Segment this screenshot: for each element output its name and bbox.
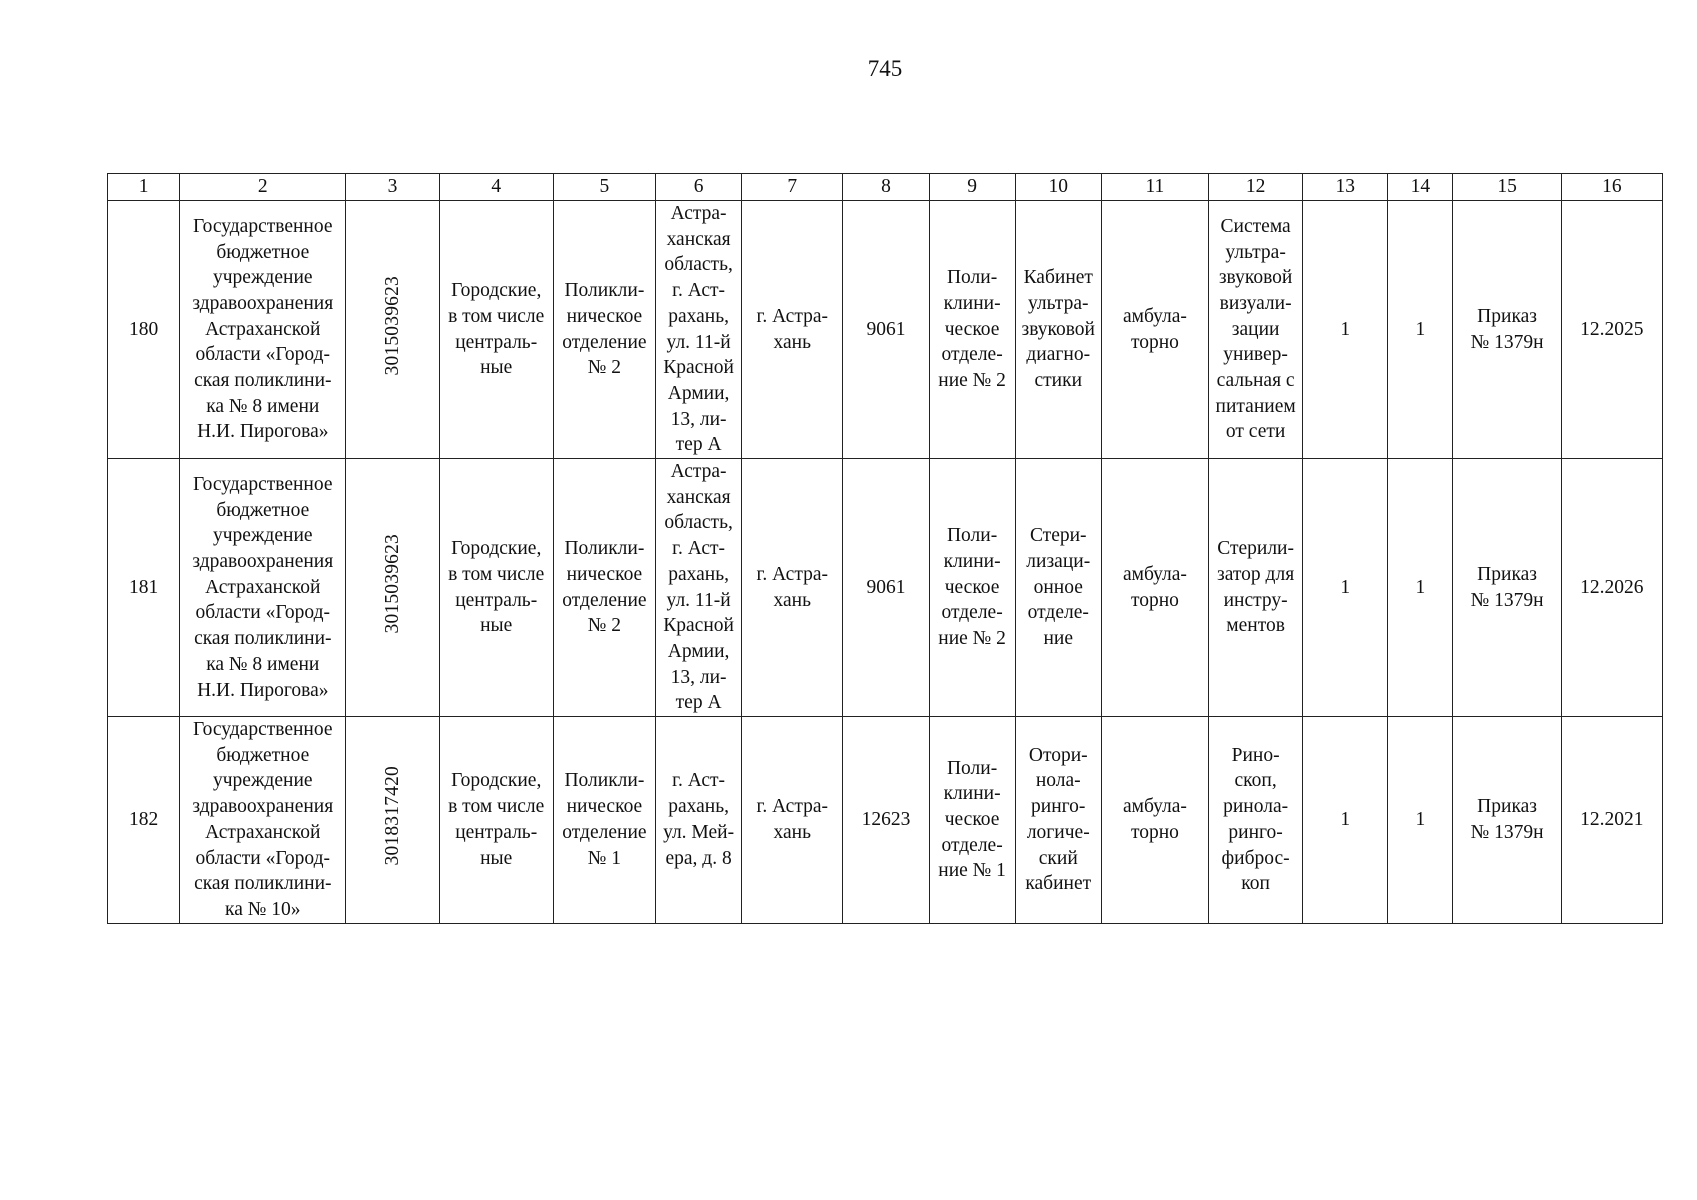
care-mode: амбула- торно (1122, 305, 1187, 353)
column-number: 6 (656, 174, 742, 201)
column-number: 2 (180, 174, 346, 201)
room: Стери- лизаци- онное отделе- ние (1026, 525, 1091, 650)
column-number: 15 (1453, 174, 1561, 201)
address-cell (656, 717, 742, 924)
inn-cell (346, 459, 439, 717)
column-number: 14 (1388, 174, 1453, 201)
equipment: Система ультра- звуковой визуали- зации универ- сальная с питанием от сети (1215, 215, 1296, 443)
care-mode-cell (1101, 201, 1208, 459)
date-cell (1561, 717, 1662, 924)
unit-name: Поликли- ническое отделение № 2 (562, 538, 647, 637)
institution-cell (180, 459, 346, 717)
inn-cell (346, 201, 439, 459)
table-row (108, 201, 1663, 459)
settlement-type: Городские, в том числе централь- ные (448, 770, 545, 869)
address-cell (656, 459, 742, 717)
code-cell (843, 459, 929, 717)
row-number-cell (108, 459, 180, 717)
department: Поли- клини- ческое отделе- ние № 1 (938, 757, 1006, 882)
table-row (108, 459, 1663, 717)
settlement-type: Городские, в том числе централь- ные (448, 280, 545, 379)
order-reference: Приказ № 1379н (1470, 563, 1544, 611)
care-mode-cell (1101, 717, 1208, 924)
settlement-type-cell (439, 459, 553, 717)
code-cell (843, 201, 929, 459)
address: Астра- ханская область, г. Аст- рахань, ул. 11-й Красной Армии, 13, ли- тер А (663, 203, 734, 456)
quantity-cell (1388, 717, 1453, 924)
unit-name: Поликли- ническое отделение № 1 (562, 770, 647, 869)
department-cell (929, 201, 1015, 459)
unit-cell (553, 201, 655, 459)
quantity-cell (1303, 717, 1388, 924)
city: г. Астра- хань (756, 796, 828, 843)
inn-cell (346, 717, 439, 924)
column-number: 8 (843, 174, 929, 201)
institution-name: Государственное бюджетное учреждение здравоохранения Астраханской области «Город- ская поликлини- ка № 8 имени Н.И. Пирогова» (192, 473, 334, 701)
settlement-type-cell (439, 717, 553, 924)
city: г. Астра- хань (756, 563, 828, 611)
department-cell (929, 459, 1015, 717)
unit-cell (553, 717, 655, 924)
column-number: 4 (439, 174, 553, 201)
row-number: 182 (128, 809, 159, 831)
code: 12623 (861, 809, 911, 831)
date-cell (1561, 459, 1662, 717)
institution-name: Государственное бюджетное учреждение здравоохранения Астраханской области «Город- ская поликлини- ка № 8 имени Н.И. Пирогова» (192, 215, 334, 443)
inn-value: 3015039623 (381, 275, 403, 376)
inn-value: 3015039623 (381, 533, 403, 634)
order-reference: Приказ № 1379н (1470, 796, 1544, 843)
code-cell (843, 717, 929, 924)
address: г. Аст- рахань, ул. Мей- ера, д. 8 (663, 770, 735, 869)
row-number-cell (108, 201, 180, 459)
column-number: 12 (1209, 174, 1303, 201)
quantity: 1 (1340, 318, 1351, 340)
date-cell (1561, 201, 1662, 459)
city-cell (742, 459, 843, 717)
equipment-cell (1209, 201, 1303, 459)
order-cell (1453, 717, 1561, 924)
quantity: 1 (1415, 576, 1426, 598)
column-number: 13 (1303, 174, 1388, 201)
order-cell (1453, 201, 1561, 459)
settlement-type: Городские, в том числе централь- ные (448, 538, 545, 637)
code: 9061 (866, 576, 906, 598)
quantity: 1 (1340, 576, 1351, 598)
department: Поли- клини- ческое отделе- ние № 2 (938, 525, 1006, 650)
department-cell (929, 717, 1015, 924)
inn-value: 3018317420 (381, 766, 403, 866)
order-cell (1453, 459, 1561, 717)
institution-cell (180, 201, 346, 459)
date: 12.2025 (1580, 318, 1644, 340)
care-mode: амбула- торно (1122, 563, 1187, 611)
institution-cell (180, 717, 346, 924)
row-number: 181 (128, 576, 159, 598)
department: Поли- клини- ческое отделе- ние № 2 (938, 267, 1006, 392)
unit-cell (553, 459, 655, 717)
room-cell (1015, 717, 1101, 924)
quantity: 1 (1415, 318, 1426, 340)
quantity-cell (1303, 459, 1388, 717)
equipment: Стерили- затор для инстру- ментов (1217, 538, 1295, 637)
column-number: 7 (742, 174, 843, 201)
row-number: 180 (128, 318, 159, 340)
equipment: Рино- скоп, ринола- ринго- фиброс- коп (1221, 744, 1290, 895)
column-number: 9 (929, 174, 1015, 201)
room: Кабинет ультра- звуковой диагно- стики (1021, 267, 1095, 392)
column-number: 16 (1561, 174, 1662, 201)
settlement-type-cell (439, 201, 553, 459)
date: 12.2021 (1580, 809, 1644, 831)
column-number-header (108, 174, 1663, 201)
quantity: 1 (1340, 809, 1351, 831)
quantity-cell (1303, 201, 1388, 459)
table-row (108, 717, 1663, 924)
equipment-cell (1209, 459, 1303, 717)
page-number: 745 (867, 56, 903, 81)
room-cell (1015, 201, 1101, 459)
care-mode: амбула- торно (1122, 796, 1187, 843)
header-row (108, 174, 1663, 201)
quantity-cell (1388, 201, 1453, 459)
address-cell (656, 201, 742, 459)
equipment-register-table (107, 173, 1663, 924)
care-mode-cell (1101, 459, 1208, 717)
city: г. Астра- хань (756, 305, 828, 353)
room-cell (1015, 459, 1101, 717)
code: 9061 (866, 318, 906, 340)
room: Отори- нола- ринго- логиче- ский кабинет (1025, 744, 1092, 895)
quantity-cell (1388, 459, 1453, 717)
column-number: 3 (346, 174, 439, 201)
institution-name: Государственное бюджетное учреждение здравоохранения Астраханской области «Город- ская поликлини- ка № 10» (192, 719, 334, 920)
column-number: 1 (108, 174, 180, 201)
column-number: 5 (553, 174, 655, 201)
address: Астра- ханская область, г. Аст- рахань, ул. 11-й Красной Армии, 13, ли- тер А (663, 461, 734, 714)
row-number-cell (108, 717, 180, 924)
city-cell (742, 201, 843, 459)
order-reference: Приказ № 1379н (1470, 305, 1544, 353)
column-number: 10 (1015, 174, 1101, 201)
quantity: 1 (1415, 809, 1426, 831)
unit-name: Поликли- ническое отделение № 2 (562, 280, 647, 379)
equipment-cell (1209, 717, 1303, 924)
column-number: 11 (1101, 174, 1208, 201)
city-cell (742, 717, 843, 924)
date: 12.2026 (1580, 576, 1644, 598)
